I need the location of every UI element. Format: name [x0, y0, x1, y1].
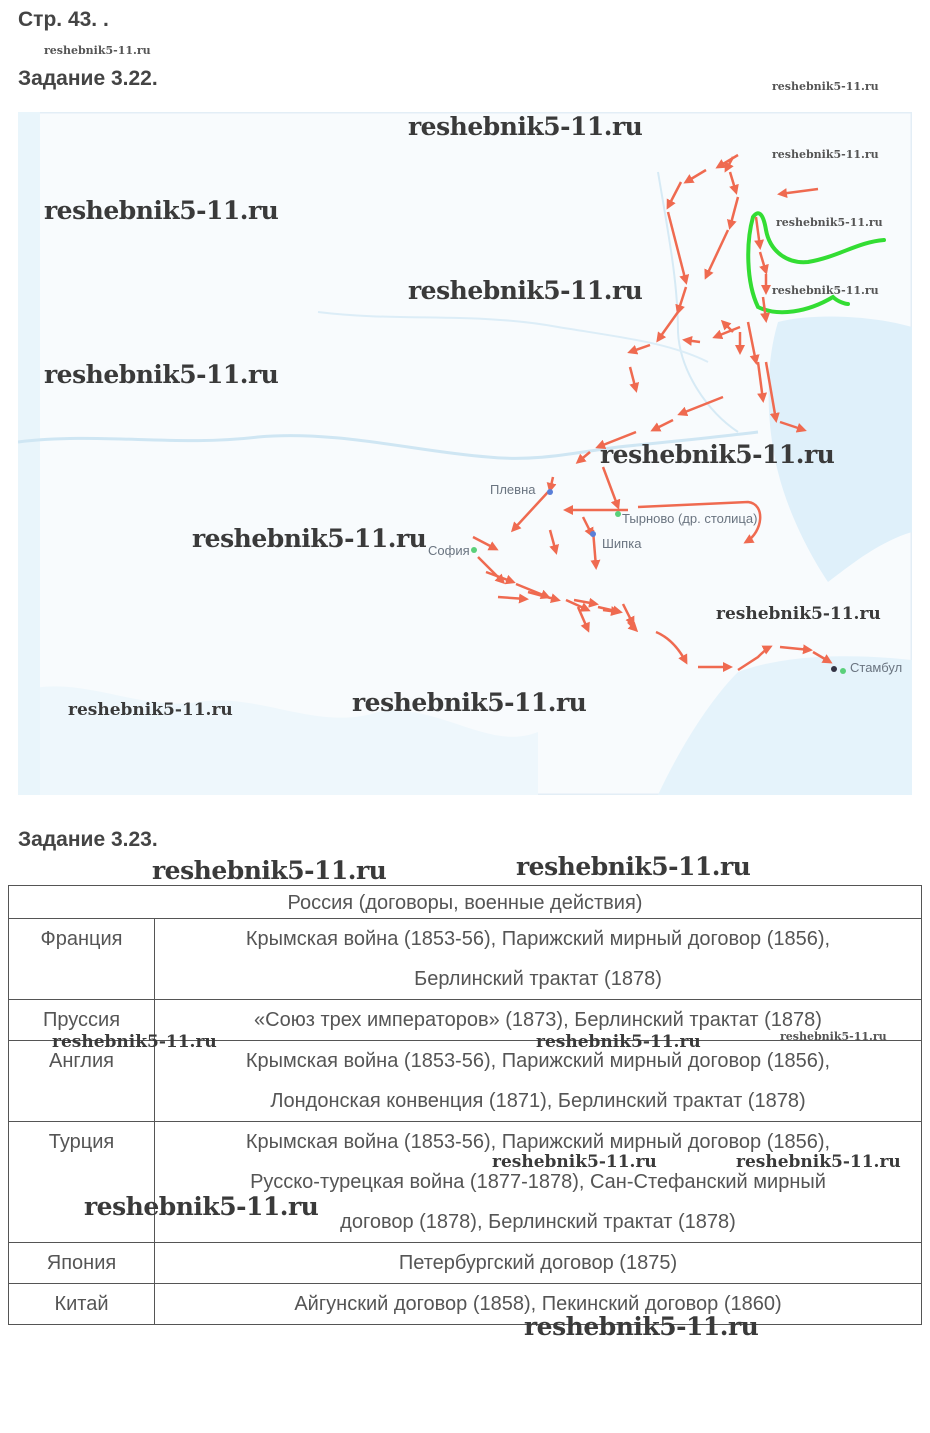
watermark: reshebnik5-11.ru: [84, 1192, 319, 1221]
sofia-marker: [471, 547, 477, 553]
country-cell: Турция: [9, 1122, 155, 1243]
table-header-row: [9, 886, 922, 919]
country-cell: Франция: [9, 919, 155, 1000]
watermark: reshebnik5-11.ru: [600, 440, 835, 469]
event-line: Крымская война (1853-56), Парижский мирный договор (1856),: [245, 1050, 831, 1072]
tyrnovo-label: Тырново (др. столица): [622, 511, 758, 526]
events-cell: [155, 919, 922, 1000]
watermark: reshebnik5-11.ru: [716, 604, 881, 624]
watermark: reshebnik5-11.ru: [152, 856, 387, 885]
plevna-label: Плевна: [490, 482, 536, 497]
table-row: [9, 1041, 922, 1122]
watermark: reshebnik5-11.ru: [52, 1032, 217, 1052]
task-322-title: Задание 3.22.: [18, 67, 158, 90]
table-header: Россия (договоры, военные действия): [9, 886, 922, 919]
events-cell: [155, 1243, 922, 1284]
istanbul-label: Стамбул: [850, 660, 903, 675]
event-line: Русско-турецкая война (1877-1878), Сан-Стефанский мирный: [250, 1171, 826, 1193]
watermark: reshebnik5-11.ru: [44, 360, 279, 389]
watermark: reshebnik5-11.ru: [192, 524, 427, 553]
watermark: reshebnik5-11.ru: [408, 276, 643, 305]
country-cell: Англия: [9, 1041, 155, 1122]
event-line: Крымская война (1853-56), Парижский мирный договор (1856),: [245, 928, 831, 950]
left-sea: [18, 112, 40, 795]
watermark: reshebnik5-11.ru: [772, 148, 879, 161]
istanbul-marker-b: [840, 668, 846, 674]
event-line: «Союз трех императоров» (1873), Берлинский трактат (1878): [254, 1009, 822, 1031]
watermark: reshebnik5-11.ru: [516, 852, 751, 881]
country-cell: Пруссия: [9, 1000, 155, 1041]
watermark: reshebnik5-11.ru: [408, 112, 643, 141]
watermark: reshebnik5-11.ru: [772, 284, 879, 297]
event-line: Берлинский трактат (1878): [414, 968, 662, 990]
table-row: [9, 1284, 922, 1325]
event-line: Айгунский договор (1858), Пекинский договор (1860): [294, 1293, 782, 1315]
tyrnovo-marker: [615, 511, 621, 517]
watermark: reshebnik5-11.ru: [536, 1032, 701, 1052]
relations-table: [8, 885, 922, 1325]
watermark: reshebnik5-11.ru: [736, 1152, 901, 1172]
country-cell: Китай: [9, 1284, 155, 1325]
watermark: reshebnik5-11.ru: [524, 1312, 759, 1341]
page-label: Стр. 43. .: [18, 8, 109, 31]
watermark: reshebnik5-11.ru: [68, 700, 233, 720]
watermark: reshebnik5-11.ru: [776, 216, 883, 229]
event-line: договор (1878), Берлинский трактат (1878): [340, 1211, 736, 1233]
event-line: Крымская война (1853-56), Парижский мирный договор (1856),: [245, 1131, 831, 1153]
country-cell: Япония: [9, 1243, 155, 1284]
table-row: [9, 919, 922, 1000]
watermark: reshebnik5-11.ru: [772, 80, 879, 93]
table-row: [9, 1243, 922, 1284]
event-line: Лондонская конвенция (1871), Берлинский трактат (1878): [270, 1090, 806, 1112]
sofia-label: София: [428, 543, 470, 558]
table-row: [9, 1122, 922, 1243]
watermark: reshebnik5-11.ru: [780, 1030, 887, 1043]
watermark: reshebnik5-11.ru: [492, 1152, 657, 1172]
watermark: reshebnik5-11.ru: [352, 688, 587, 717]
events-cell: [155, 1122, 922, 1243]
watermark: reshebnik5-11.ru: [44, 196, 279, 225]
events-cell: [155, 1041, 922, 1122]
plevna-marker: [547, 489, 553, 495]
event-line: Петербургский договор (1875): [398, 1252, 678, 1274]
shipka-label: Шипка: [602, 536, 642, 551]
istanbul-marker-a: [831, 666, 837, 672]
task-323-title: Задание 3.23.: [18, 828, 158, 851]
watermark: reshebnik5-11.ru: [44, 44, 151, 57]
shipka-marker: [590, 531, 596, 537]
